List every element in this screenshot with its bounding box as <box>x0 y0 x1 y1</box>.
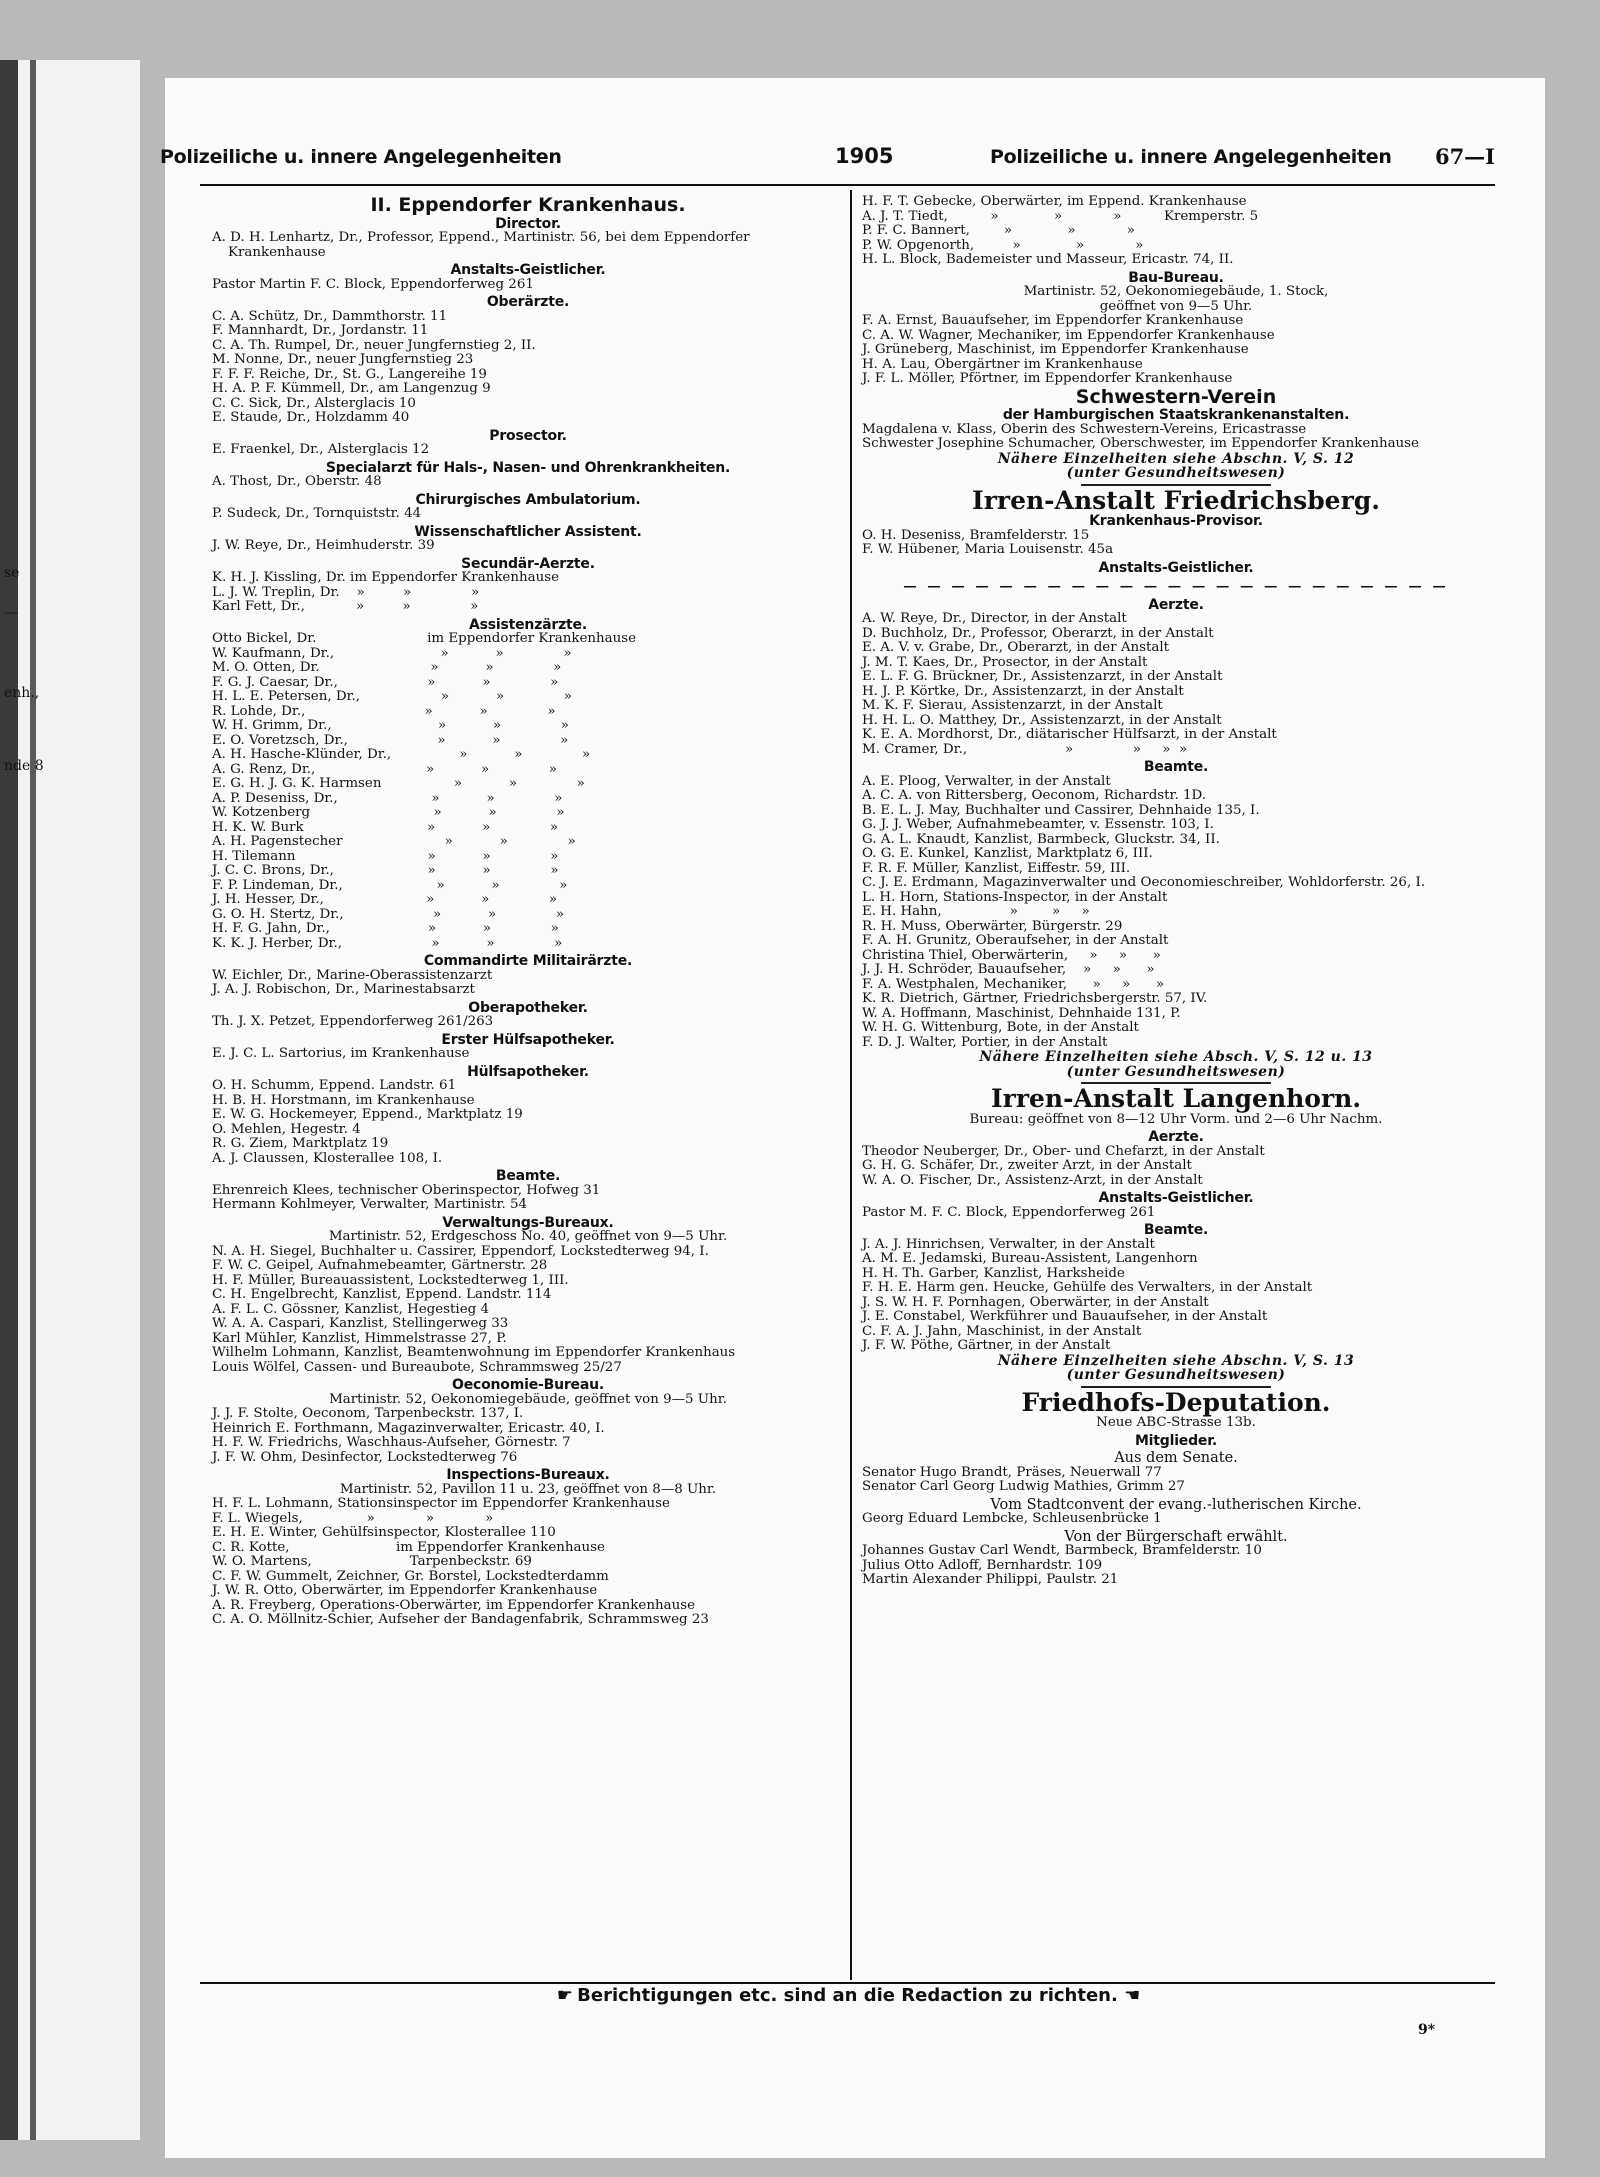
institution-title: Irren-Anstalt Friedrichsberg. <box>972 485 1380 515</box>
entry-line: H. B. H. Horstmann, im Krankenhause <box>212 1092 475 1108</box>
entry-line: H. Tilemann » » » <box>212 848 559 864</box>
entry-line: R. H. Muss, Oberwärter, Bürgerstr. 29 <box>862 918 1123 934</box>
entry-line: E. L. F. G. Brückner, Dr., Assistenzarzt, in der Anstalt <box>862 669 1223 684</box>
entry-line: J. C. C. Brons, Dr., » » » <box>212 863 559 878</box>
entry-line: J. A. J. Robischon, Dr., Marinestabsarzt <box>212 982 475 997</box>
entry-line: J. S. W. H. F. Pornhagen, Oberwärter, in der Anstalt <box>862 1294 1209 1310</box>
entry-line: Karl Fett, Dr., » » » <box>212 599 479 614</box>
reference-note: Nähere Einzelheiten siehe Abschn. V, S. 12 <box>997 450 1355 467</box>
entry-line: Ehrenreich Klees, technischer Oberinspector, Hofweg 31 <box>212 1182 601 1198</box>
entry-line: J. F. L. Möller, Pförtner, im Eppendorfer Krankenhause <box>862 371 1233 386</box>
subheading: Assistenzärzte. <box>469 616 587 633</box>
entry-line: F. A. H. Grunitz, Oberaufseher, in der Anstalt <box>862 933 1169 948</box>
entry-line: W. A. A. Caspari, Kanzlist, Stellingerweg 33 <box>212 1316 509 1331</box>
entry-line: A. F. L. C. Gössner, Kanzlist, Hegestieg 4 <box>212 1301 489 1317</box>
entry-line: A. M. E. Jedamski, Bureau-Assistent, Langenhorn <box>862 1251 1198 1266</box>
entry-line: F. A. Westphalen, Mechaniker, » » » <box>862 976 1165 992</box>
bottom-rule <box>200 1982 1495 1984</box>
entry-line: K. H. J. Kissling, Dr. im Eppendorfer Krankenhause <box>212 570 560 585</box>
subheading: der Hamburgischen Staatskrankenanstalten. <box>1002 407 1350 423</box>
entry-line: F. D. J. Walter, Portier, in der Anstalt <box>862 1034 1108 1050</box>
entry-line: J. J. F. Stolte, Oeconom, Tarpenbeckstr. 137, I. <box>212 1406 524 1421</box>
entry-line: J. M. T. Kaes, Dr., Prosector, in der Anstalt <box>862 654 1148 670</box>
entry-line: O. Mehlen, Hegestr. 4 <box>212 1121 361 1137</box>
entry-line: E. G. H. J. G. K. Harmsen » » » <box>212 776 585 791</box>
pointing-hand-left-icon: ☛ <box>556 1985 571 2006</box>
entry-line: A. W. Reye, Dr., Director, in der Anstalt <box>862 611 1127 626</box>
entry-line: Heinrich E. Forthmann, Magazinverwalter, Ericastr. 40, I. <box>212 1420 605 1436</box>
entry-line: Martin Alexander Philippi, Paulstr. 21 <box>862 1572 1119 1587</box>
entry-line: Wilhelm Lohmann, Kanzlist, Beamtenwohnung im Eppendorfer Krankenhaus <box>212 1345 736 1360</box>
entry-line: H. L. E. Petersen, Dr., » » » <box>212 689 572 704</box>
entry-line: A. D. H. Lenhartz, Dr., Professor, Eppend., Martinistr. 56, bei dem Eppendorfer <box>212 230 750 245</box>
info-line: geöffnet von 9—5 Uhr. <box>1099 298 1253 314</box>
group-heading: Aus dem Senate. <box>1114 1450 1238 1466</box>
entry-line: O. G. E. Kunkel, Kanzlist, Marktplatz 6, III. <box>862 846 1153 861</box>
entry-line: D. Buchholz, Dr., Professor, Oberarzt, in der Anstalt <box>862 625 1214 641</box>
entry-line: Schwester Josephine Schumacher, Oberschwester, im Eppendorfer Krankenhause <box>862 436 1419 451</box>
info-line: Martinistr. 52, Erdgeschoss No. 40, geöffnet von 9—5 Uhr. <box>328 1229 728 1244</box>
entry-line: J. A. J. Hinrichsen, Verwalter, in der Anstalt <box>862 1236 1155 1252</box>
entry-line: M. Nonne, Dr., neuer Jungfernstieg 23 <box>212 352 474 367</box>
subheading: Wissenschaftlicher Assistent. <box>414 523 642 540</box>
subheading: Beamte. <box>495 1168 561 1184</box>
entry-line: H. L. Block, Bademeister und Masseur, Ericastr. 74, II. <box>862 252 1234 267</box>
entry-line: O. H. Deseniss, Bramfelderstr. 15 <box>862 527 1090 543</box>
binding-edge <box>0 60 18 2140</box>
subheading: Erster Hülfsapotheker. <box>441 1031 615 1048</box>
reference-note: (unter Gesundheitswesen) <box>1066 1063 1286 1080</box>
entry-line: A. G. Renz, Dr., » » » <box>212 761 557 777</box>
entry-line: W. H. G. Wittenburg, Bote, in der Anstalt <box>862 1020 1139 1035</box>
entry-line: E. H. E. Winter, Gehülfsinspector, Klosterallee 110 <box>212 1525 556 1540</box>
entry-line: A. P. Deseniss, Dr., » » » <box>212 790 563 806</box>
signature-mark: 9* <box>1418 2022 1436 2038</box>
margin-fragment: — <box>4 605 18 621</box>
entry-line: K. R. Dietrich, Gärtner, Friedrichsbergerstr. 57, IV. <box>862 991 1208 1006</box>
header-rule <box>200 184 1495 186</box>
subheading: Beamte. <box>1143 1222 1209 1238</box>
entry-line: W. A. Hoffmann, Maschinist, Dehnhaide 131, P. <box>862 1005 1181 1021</box>
entry-line: E. W. G. Hockemeyer, Eppend., Marktplatz 19 <box>212 1107 523 1122</box>
subheading: Chirurgisches Ambulatorium. <box>415 491 641 508</box>
subheading: Inspections-Bureaux. <box>446 1467 610 1483</box>
entry-line: K. K. J. Herber, Dr., » » » <box>212 935 563 951</box>
subheading: Krankenhaus-Provisor. <box>1089 513 1263 529</box>
entry-line: L. J. W. Treplin, Dr. » » » <box>212 584 480 600</box>
subheading: Secundär-Aerzte. <box>461 555 595 572</box>
entry-line: L. H. Horn, Stations-Inspector, in der Anstalt <box>862 889 1168 905</box>
entry-line: N. A. H. Siegel, Buchhalter u. Cassirer, Eppendorf, Lockstedterweg 94, I. <box>212 1243 709 1259</box>
section-title: Schwestern-Verein <box>1075 385 1277 408</box>
entry-line: C. A. O. Möllnitz-Schier, Aufseher der Bandagenfabrik, Schrammsweg 23 <box>212 1612 709 1627</box>
entry-line: F. Mannhardt, Dr., Jordanstr. 11 <box>212 323 429 338</box>
entry-line: M. Cramer, Dr., » » » » <box>862 741 1188 757</box>
entry-line: P. Sudeck, Dr., Tornquiststr. 44 <box>212 506 422 521</box>
entry-line: F. A. Ernst, Bauaufseher, im Eppendorfer Krankenhause <box>862 313 1244 328</box>
subheading: Oeconomie-Bureau. <box>452 1377 604 1393</box>
entry-line: A. C. A. von Rittersberg, Oeconom, Richardstr. 1D. <box>862 788 1206 803</box>
entry-line: H. A. P. F. Kümmell, Dr., am Langenzug 9 <box>212 381 491 396</box>
entry-line: F. P. Lindeman, Dr., » » » <box>212 877 568 893</box>
subheading: Specialarzt für Hals-, Nasen- und Ohrenkrankheiten. <box>325 459 731 476</box>
left-column <box>212 195 844 1628</box>
entry-line: H. J. P. Körtke, Dr., Assistenzarzt, in der Anstalt <box>862 683 1184 699</box>
entry-line: J. W. Reye, Dr., Heimhuderstr. 39 <box>212 538 435 553</box>
page-number: 67—I <box>1434 144 1495 169</box>
entry-line: W. A. O. Fischer, Dr., Assistenz-Arzt, in der Anstalt <box>862 1172 1203 1188</box>
entry-line: C. J. E. Erdmann, Magazinverwalter und Oeconomieschreiber, Wohldorferstr. 26, I. <box>862 875 1425 890</box>
entry-line: F. W. C. Geipel, Aufnahmebeamter, Gärtnerstr. 28 <box>212 1258 548 1273</box>
reference-note: (unter Gesundheitswesen) <box>1066 465 1286 481</box>
entry-line: R. G. Ziem, Marktplatz 19 <box>212 1136 389 1151</box>
info-line: Martinistr. 52, Oekonomiegebäude, 1. Stock, <box>1023 284 1329 299</box>
info-line: Martinistr. 52, Pavillon 11 u. 23, geöffnet von 8—8 Uhr. <box>339 1481 717 1497</box>
entry-line: F. R. F. Müller, Kanzlist, Eiffestr. 59, III. <box>862 860 1131 876</box>
entry-line: A. E. Ploog, Verwalter, in der Anstalt <box>862 773 1111 789</box>
entry-line: Pastor M. F. C. Block, Eppendorferweg 261 <box>862 1204 1156 1220</box>
entry-line: C. R. Kotte, im Eppendorfer Krankenhause <box>212 1539 605 1555</box>
entry-line: G. A. L. Knaudt, Kanzlist, Barmbeck, Gluckstr. 34, II. <box>862 831 1220 847</box>
facing-page-strip <box>0 60 140 2140</box>
subheading: Bau-Bureau. <box>1128 269 1224 286</box>
margin-fragment: enh., <box>4 685 40 701</box>
entry-line: G. H. G. Schäfer, Dr., zweiter Arzt, in der Anstalt <box>862 1158 1192 1173</box>
entry-line: F. H. E. Harm gen. Heucke, Gehülfe des Verwalters, in der Anstalt <box>862 1280 1313 1295</box>
entry-line: Theodor Neuberger, Dr., Ober- und Chefarzt, in der Anstalt <box>862 1143 1265 1159</box>
entry-line: Magdalena v. Klass, Oberin des Schwestern-Vereins, Ericastrasse <box>862 421 1307 437</box>
subheading: Aerzte. <box>1148 596 1204 613</box>
entry-line: Senator Carl Georg Ludwig Mathies, Grimm 27 <box>862 1479 1185 1494</box>
header-right-title: Polizeiliche u. innere Angelegenheiten <box>990 146 1392 168</box>
entry-line: F. G. J. Caesar, Dr., » » » <box>212 674 559 690</box>
entry-line: Otto Bickel, Dr. im Eppendorfer Krankenhause <box>212 631 637 646</box>
entry-line: Karl Mühler, Kanzlist, Himmelstrasse 27, P. <box>212 1330 507 1346</box>
entry-line: M. O. Otten, Dr. » » » <box>212 660 562 675</box>
entry-line: O. H. Schumm, Eppend. Landstr. 61 <box>212 1078 457 1093</box>
institution-title: Irren-Anstalt Langenhorn. <box>990 1084 1362 1113</box>
institution-title: Friedhofs-Deputation. <box>1021 1387 1331 1417</box>
entry-line: Georg Eduard Lembcke, Schleusenbrücke 1 <box>862 1511 1162 1526</box>
entry-line: A. H. Hasche-Klünder, Dr., » » » <box>212 747 591 762</box>
entry-line: G. O. H. Stertz, Dr., » » » <box>212 906 565 922</box>
subheading: Anstalts-Geistlicher. <box>1098 559 1254 576</box>
entry-line: W. Eichler, Dr., Marine-Oberassistenzarzt <box>212 967 493 983</box>
entry-line: P. W. Opgenorth, » » » <box>862 237 1144 253</box>
entry-line: Pastor Martin F. C. Block, Eppendorferweg 261 <box>212 276 534 292</box>
entry-line: J. J. H. Schröder, Bauaufseher, » » » <box>862 962 1155 977</box>
entry-line: H. F. G. Jahn, Dr., » » » <box>212 921 559 936</box>
margin-fragment: se <box>4 565 20 581</box>
entry-line: W. Kotzenberg » » » <box>212 805 565 820</box>
entry-line: W. H. Grimm, Dr., » » » <box>212 718 569 733</box>
entry-line: Hermann Kohlmeyer, Verwalter, Martinistr. 54 <box>212 1197 527 1212</box>
reference-note: Nähere Einzelheiten siehe Abschn. V, S. 13 <box>997 1352 1355 1369</box>
entry-line: C. A. Th. Rumpel, Dr., neuer Jungfernstieg 2, II. <box>212 337 536 353</box>
entry-line: H. H. L. O. Matthey, Dr., Assistenzarzt, in der Anstalt <box>862 712 1222 728</box>
entry-line: E. Staude, Dr., Holzdamm 40 <box>212 410 410 425</box>
entry-line: A. J. T. Tiedt, » » » Kremperstr. 5 <box>862 208 1259 224</box>
entry-line: Johannes Gustav Carl Wendt, Barmbeck, Bramfelderstr. 10 <box>862 1543 1262 1558</box>
entry-line: R. Lohde, Dr., » » » <box>212 703 556 719</box>
entry-line: C. A. W. Wagner, Mechaniker, im Eppendorfer Krankenhause <box>862 327 1275 343</box>
entry-line: C. H. Engelbrecht, Kanzlist, Eppend. Landstr. 114 <box>212 1287 552 1302</box>
entry-line: B. E. L. J. May, Buchhalter und Cassirer, Dehnhaide 135, I. <box>862 802 1260 818</box>
running-header <box>160 140 1495 180</box>
column-divider <box>850 190 852 1980</box>
entry-line: E. A. V. v. Grabe, Dr., Oberarzt, in der Anstalt <box>862 640 1170 655</box>
reference-note: Nähere Einzelheiten siehe Absch. V, S. 12 u. 13 <box>979 1049 1373 1065</box>
header-left-title: Polizeiliche u. innere Angelegenheiten <box>160 146 562 168</box>
entry-line: C. F. A. J. Jahn, Maschinist, in der Anstalt <box>862 1323 1142 1339</box>
entry-line: Julius Otto Adloff, Bernhardstr. 109 <box>862 1557 1103 1573</box>
entry-line: J. Grüneberg, Maschinist, im Eppendorfer Krankenhause <box>862 342 1249 357</box>
group-heading: Von der Bürgerschaft erwählt. <box>1064 1528 1288 1545</box>
info-line: Bureau: geöffnet von 8—12 Uhr Vorm. und 2—6 Uhr Nachm. <box>969 1111 1383 1127</box>
entry-line: Louis Wölfel, Cassen- und Bureaubote, Schrammsweg 25/27 <box>212 1359 622 1375</box>
entry-line: W. Kaufmann, Dr., » » » <box>212 645 572 661</box>
subheading: Mitglieder. <box>1134 1432 1218 1449</box>
subheading: Prosector. <box>489 427 567 444</box>
entry-line: Krankenhause <box>228 244 326 260</box>
entry-line: E. Fraenkel, Dr., Alsterglacis 12 <box>212 442 430 457</box>
entry-line: H. A. Lau, Obergärtner im Krankenhause <box>862 356 1143 372</box>
entry-line: Th. J. X. Petzet, Eppendorferweg 261/263 <box>212 1014 494 1029</box>
entry-line: E. J. C. L. Sartorius, im Krankenhause <box>212 1046 470 1061</box>
entry-line: H. F. L. Lohmann, Stationsinspector im Eppendorfer Krankenhause <box>212 1496 670 1511</box>
entry-line: C. A. Schütz, Dr., Dammthorstr. 11 <box>212 308 448 324</box>
subheading: Anstalts-Geistlicher. <box>1098 1190 1254 1206</box>
entry-line: P. F. C. Bannert, » » » <box>862 223 1135 238</box>
subheading: Oberärzte. <box>486 294 570 310</box>
entry-line: G. J. J. Weber, Aufnahmebeamter, v. Essenstr. 103, I. <box>862 817 1214 832</box>
entry-line: H. F. Müller, Bureauassistent, Lockstedterweg 1, III. <box>212 1272 569 1288</box>
entry-line: H. H. Th. Garber, Kanzlist, Harksheide <box>862 1265 1125 1281</box>
entry-line: J. F. W. Pöthe, Gärtner, in der Anstalt <box>862 1338 1111 1353</box>
section-title: II. Eppendorfer Krankenhaus. <box>370 194 686 216</box>
entry-line: J. F. W. Ohm, Desinfector, Lockstedterweg 76 <box>212 1449 518 1465</box>
entry-line: H. F. T. Gebecke, Oberwärter, im Eppend. Krankenhause <box>862 194 1247 209</box>
right-column <box>862 195 1490 1588</box>
subheading: Verwaltungs-Bureaux. <box>442 1214 614 1231</box>
footer-text: Berichtigungen etc. sind an die Redaction zu richten. <box>577 1985 1118 2006</box>
subheading: Oberapotheker. <box>468 999 588 1016</box>
subheading: Beamte. <box>1143 759 1209 775</box>
subheading: Hülfsapotheker. <box>467 1063 589 1080</box>
pointing-hand-right-icon: ☚ <box>1124 1985 1139 2006</box>
margin-fragment: nde 8 <box>4 758 44 774</box>
entry-line: H. K. W. Burk » » » <box>212 819 559 835</box>
group-heading: Vom Stadtconvent der evang.-lutherischen Kirche. <box>990 1496 1362 1513</box>
entry-line: A. R. Freyberg, Operations-Oberwärter, im Eppendorfer Krankenhause <box>212 1597 695 1613</box>
entry-line: E. O. Voretzsch, Dr., » » » <box>212 732 569 748</box>
reference-note: (unter Gesundheitswesen) <box>1066 1367 1286 1383</box>
entry-line: A. H. Pagenstecher » » » <box>212 834 576 849</box>
entry-line: C. C. Sick, Dr., Alsterglacis 10 <box>212 395 416 411</box>
entry-line: Christina Thiel, Oberwärterin, » » » <box>862 947 1161 963</box>
footer-notice <box>200 1985 1495 2006</box>
subheading: Anstalts-Geistlicher. <box>450 262 606 278</box>
entry-line: E. H. Hahn, » » » <box>862 904 1090 919</box>
entry-line: M. K. F. Sierau, Assistenzarzt, in der Anstalt <box>862 698 1163 713</box>
entry-line: Senator Hugo Brandt, Präses, Neuerwall 77 <box>862 1464 1162 1480</box>
entry-line: A. Thost, Dr., Oberstr. 48 <box>212 474 382 489</box>
subheading: Director. <box>495 215 561 232</box>
subheading: Aerzte. <box>1148 1129 1204 1145</box>
header-year: 1905 <box>835 144 894 168</box>
binding-shadow <box>30 60 36 2140</box>
entry-line: F. F. F. Reiche, Dr., St. G., Langereihe 19 <box>212 366 487 382</box>
info-line: Neue ABC-Strasse 13b. <box>1096 1415 1256 1430</box>
entry-line: F. L. Wiegels, » » » <box>212 1510 494 1526</box>
entry-line: W. O. Martens, Tarpenbeckstr. 69 <box>212 1554 532 1569</box>
entry-line: K. E. A. Mordhorst, Dr., diätarischer Hülfsarzt, in der Anstalt <box>862 727 1277 742</box>
entry-line: H. F. W. Friedrichs, Waschhaus-Aufseher, Görnestr. 7 <box>212 1435 571 1450</box>
entry-line: J. E. Constabel, Werkführer und Bauaufseher, in der Anstalt <box>862 1309 1268 1324</box>
entry-line: J. W. R. Otto, Oberwärter, im Eppendorfer Krankenhause <box>212 1583 598 1598</box>
entry-line: C. F. W. Gummelt, Zeichner, Gr. Borstel, Lockstedterdamm <box>212 1568 609 1584</box>
entry-line: F. W. Hübener, Maria Louisenstr. 45a <box>862 542 1114 557</box>
entry-line: J. H. Hesser, Dr., » » » <box>212 892 558 907</box>
info-line: Martinistr. 52, Oekonomiegebäude, geöffnet von 9—5 Uhr. <box>329 1391 727 1407</box>
dash-line: — — — — — — — — — — — — — — — — — — — — — — — <box>903 578 1449 594</box>
subheading: Commandirte Militairärzte. <box>423 953 633 969</box>
entry-line: A. J. Claussen, Klosterallee 108, I. <box>212 1150 443 1166</box>
